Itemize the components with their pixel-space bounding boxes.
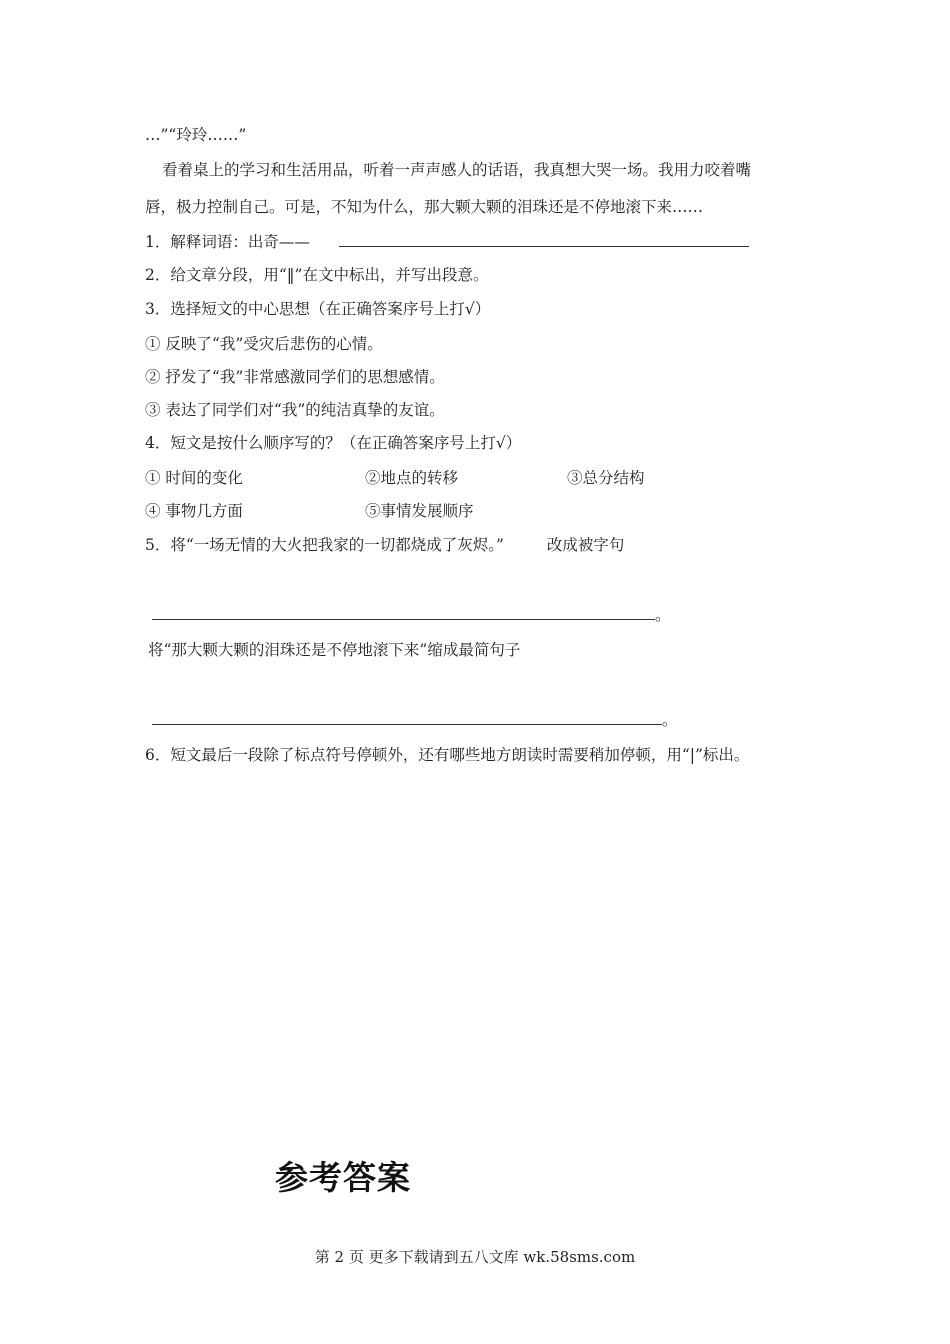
question-4-option-4[interactable]: ④ 事物几方面	[145, 502, 243, 520]
question-5-instruction: 改成被字句	[546, 536, 625, 554]
question-5b-answer-blank[interactable]	[152, 710, 662, 725]
question-5b: 将“那大颗大颗的泪珠还是不停地滚下来”缩成最简句子	[148, 641, 521, 659]
passage-line-2: 看着桌上的学习和生活用品，听着一声声感人的话语，我真想大哭一场。我用力咬着嘴	[162, 161, 752, 179]
passage-line-1: …”“玲玲……”	[145, 126, 247, 144]
question-4-option-3[interactable]: ③总分结构	[567, 469, 645, 487]
question-5-answer-line	[152, 605, 671, 625]
question-5	[145, 535, 624, 555]
question-5b-answer-line	[152, 710, 678, 730]
question-3: 3．选择短文的中心思想（在正确答案序号上打√）	[145, 300, 491, 318]
question-1-answer-blank[interactable]	[339, 232, 749, 247]
question-1-text: 1．解释词语：出奇——	[145, 233, 310, 251]
question-5-period: 。	[655, 606, 671, 624]
question-5-text: 5．将“一场无情的大火把我家的一切都烧成了灰烬。”	[145, 536, 504, 554]
question-5b-period: 。	[662, 711, 678, 729]
question-4-option-1[interactable]: ① 时间的变化	[145, 469, 243, 487]
question-3-option-3[interactable]: ③ 表达了同学们对“我”的纯洁真挚的友谊。	[145, 401, 445, 419]
question-2: 2．给文章分段，用“‖”在文中标出，并写出段意。	[145, 266, 489, 284]
question-4-option-2[interactable]: ②地点的转移	[365, 469, 459, 487]
question-5-answer-blank[interactable]	[152, 605, 655, 620]
question-4: 4．短文是按什么顺序写的？（在正确答案序号上打√）	[145, 434, 522, 452]
answer-heading: 参考答案	[275, 1158, 411, 1197]
question-6: 6．短文最后一段除了标点符号停顿外，还有哪些地方朗读时需要稍加停顿，用“|”标出。	[145, 746, 750, 764]
question-3-option-2[interactable]: ② 抒发了“我”非常感激同学们的思想感情。	[145, 368, 445, 386]
question-1	[145, 232, 749, 252]
question-4-option-5[interactable]: ⑤事情发展顺序	[365, 502, 474, 520]
page-footer: 第 2 页 更多下载请到五八文库 wk.58sms.com	[314, 1248, 636, 1266]
question-3-option-1[interactable]: ① 反映了“我”受灾后悲伤的心情。	[145, 335, 383, 353]
passage-line-3: 唇，极力控制自己。可是，不知为什么，那大颗大颗的泪珠还是不停地滚下来……	[145, 198, 704, 216]
